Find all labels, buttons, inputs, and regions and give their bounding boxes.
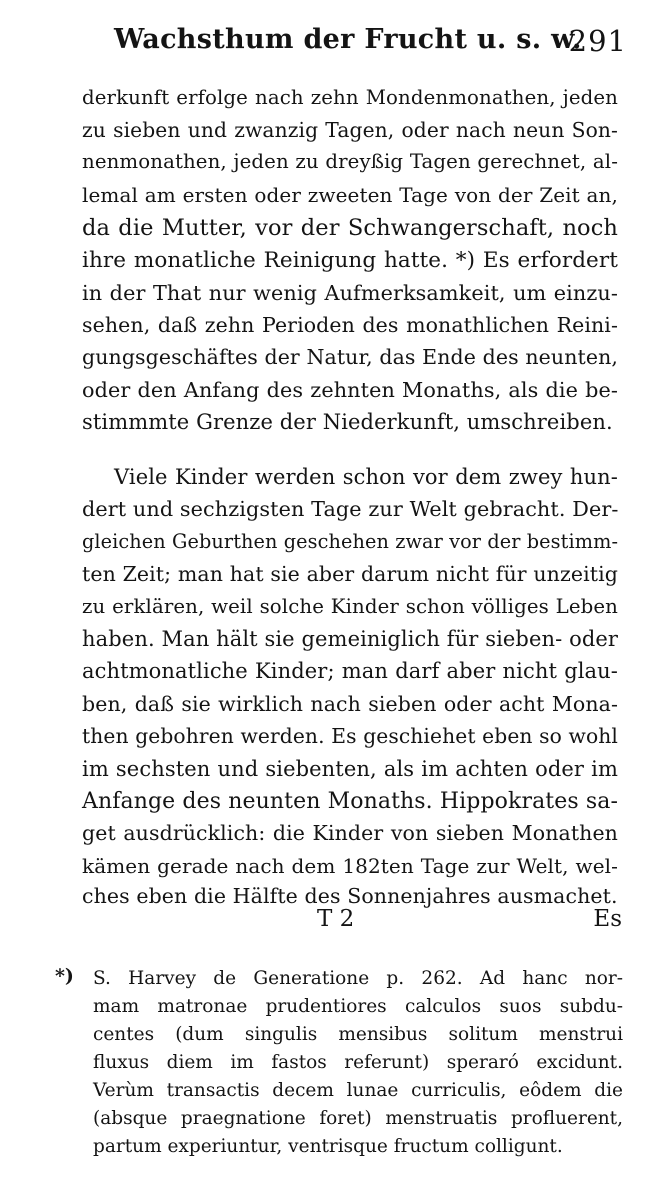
text-line: sehen, daß zehn Perioden des monathlichen Reini- — [82, 313, 618, 337]
text-line: get ausdrücklich: die Kinder von sieben Monathen — [82, 821, 618, 845]
text-line: im sechsten und siebenten, als im achten oder im — [82, 757, 618, 781]
footnote-mark: *) — [55, 965, 74, 987]
catchword: Es — [593, 906, 622, 932]
page-header — [82, 18, 627, 68]
text-line: stimmmte Grenze der Niederkunft, umschreiben. — [82, 410, 613, 434]
text-line: ten Zeit; man hat sie aber darum nicht für unzeitig — [82, 562, 618, 586]
text-line: da die Mutter, vor der Schwangerschaft, noch — [82, 215, 618, 241]
footnote-line: fluxus diem im fastos referunt) speraró excidunt. — [93, 1052, 623, 1073]
text-line: Anfange des neunten Monaths. Hippokrates sa- — [82, 789, 618, 814]
footnote-line: (absque praegnatione foret) menstruatis profluerent, — [93, 1108, 623, 1129]
text-line: in der That nur wenig Aufmerksamkeit, um einzu- — [82, 281, 618, 305]
text-line: then gebohren werden. Es geschiehet eben so wohl — [82, 724, 618, 748]
text-line: dert und sechzigsten Tage zur Welt gebracht. Der- — [82, 497, 619, 521]
text-line: lemal am ersten oder zweeten Tage von der Zeit an, — [82, 183, 618, 207]
text-line: gleichen Geburthen geschehen zwar vor der bestimm- — [82, 530, 619, 553]
footnote-line: centes (dum singulis mensibus solitum menstrui — [93, 1024, 623, 1045]
footnote-line: mam matronae prudentiores calculos suos subdu- — [93, 996, 623, 1017]
footnote-line: Verùm transactis decem lunae curriculis, eôdem die — [93, 1080, 623, 1101]
page-footer — [82, 906, 622, 940]
text-line: derkunft erfolge nach zehn Mondenmonathen, jeden — [82, 86, 618, 109]
text-line: achtmonatliche Kinder; man darf aber nicht glau- — [82, 659, 618, 683]
page-number: 291 — [568, 24, 627, 58]
text-line: haben. Man hält sie gemeiniglich für sieben- oder — [82, 627, 619, 651]
running-title: Wachsthum der Frucht u. s. w. — [114, 24, 582, 55]
text-line: ihre monatliche Reinigung hatte. *) Es erfordert — [82, 248, 618, 273]
text-line: kämen gerade nach dem 182ten Tage zur Welt, wel- — [82, 854, 618, 878]
text-line: ches eben die Hälfte des Sonnenjahres ausmachet. — [82, 884, 618, 908]
text-line: Viele Kinder werden schon vor dem zwey hun- — [114, 465, 618, 489]
text-line: oder den Anfang des zehnten Monaths, als die be- — [82, 378, 618, 402]
text-line: nenmonathen, jeden zu dreyßig Tagen gerechnet, al- — [82, 150, 618, 173]
text-line: gungsgeschäftes der Natur, das Ende des neunten, — [82, 345, 618, 369]
footnote-line: partum experiuntur, ventrisque fructum colligunt. — [93, 1136, 563, 1157]
text-line: zu erklären, weil solche Kinder schon völliges Leben — [82, 595, 618, 618]
text-line: ben, daß sie wirklich nach sieben oder acht Mona- — [82, 692, 618, 716]
footnote-line: S. Harvey de Generatione p. 262. Ad hanc nor- — [93, 968, 623, 989]
signature-mark: T 2 — [317, 906, 355, 932]
text-line: zu sieben und zwanzig Tagen, oder nach neun Son- — [82, 118, 618, 142]
